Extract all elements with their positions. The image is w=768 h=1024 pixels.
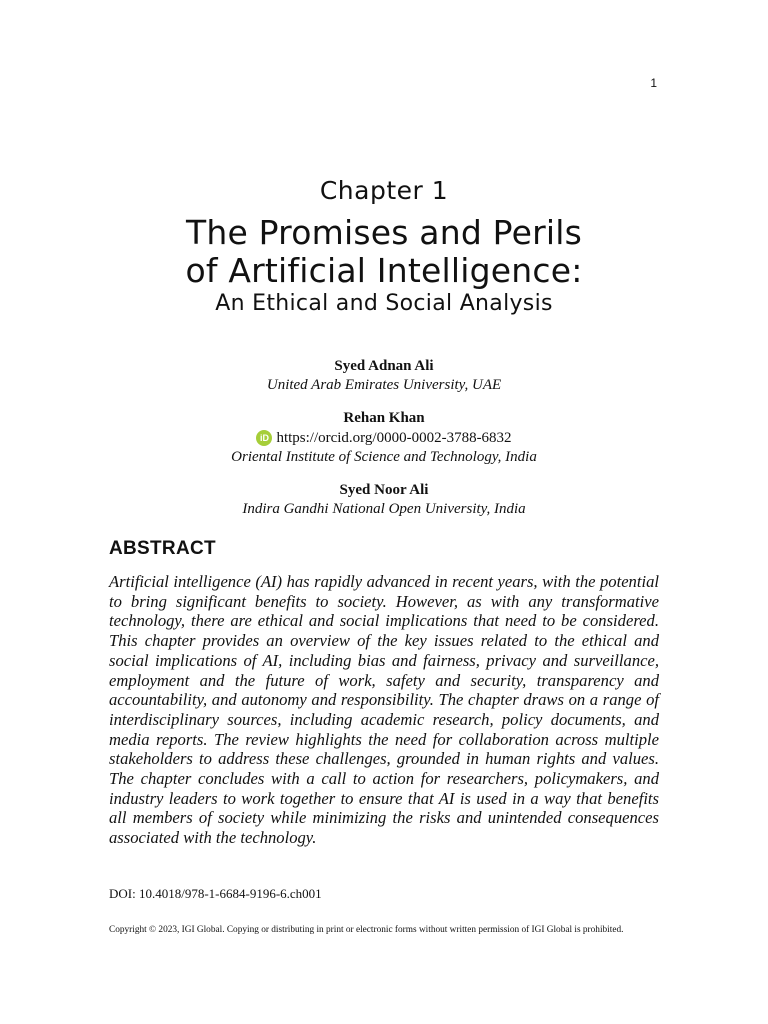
chapter-header (0, 172, 768, 318)
author-affiliation: Oriental Institute of Science and Technology, India (231, 448, 537, 465)
abstract-heading: ABSTRACT (109, 538, 216, 559)
doi-line: DOI: 10.4018/978-1-6684-9196-6.ch001 (109, 886, 322, 901)
author-name: Syed Adnan Ali (334, 358, 434, 374)
author-block (0, 480, 768, 518)
author-block (0, 356, 768, 394)
author-affiliation: Indira Gandhi National Open University, India (242, 500, 526, 517)
chapter-label: Chapter 1 (319, 176, 449, 205)
chapter-title (0, 214, 768, 290)
chapter-subtitle: An Ethical and Social Analysis (215, 291, 553, 316)
chapter-title-line2: of Artificial Intelligence: (185, 251, 583, 290)
author-affiliation: United Arab Emirates University, UAE (266, 377, 502, 393)
author-list (0, 356, 768, 532)
orcid-url[interactable]: https://orcid.org/0000-0002-3788-6832 (276, 429, 512, 446)
copyright-notice: Copyright © 2023, IGI Global. Copying or distributing in print or electronic forms without written permission of IGI Global is prohibited. (109, 925, 624, 935)
orcid-link[interactable] (256, 429, 511, 448)
author-block (0, 408, 768, 466)
chapter-title-line1: The Promises and Perils (185, 213, 582, 252)
page-number: 1 (650, 76, 657, 90)
author-name: Syed Noor Ali (339, 481, 429, 498)
abstract-text: Artificial intelligence (AI) has rapidly advanced in recent years, with the potential to bring significant benefits to society. However, as with any transformative technology, there are ethical and social implications that need to be considered. This chapter provides an overview of the key issues related to the ethical and social implications of AI, including bias and fairness, privacy and surveillance, employment and the future of work, safety and security, transparency and accountability, and autonomy and responsibility. The chapter draws on a range of interdisciplinary sources, including academic research, policy documents, and media reports. The review highlights the need for collaboration across multiple stakeholders to address these challenges, grounded in human rights and values. The chapter concludes with a call to action for researchers, policymakers, and industry leaders to work together to ensure that AI is used in a way that benefits all members of society while minimizing the risks and unintended consequences associated with the technology. (109, 572, 659, 848)
author-name: Rehan Khan (343, 410, 425, 426)
orcid-icon: iD (256, 430, 272, 446)
